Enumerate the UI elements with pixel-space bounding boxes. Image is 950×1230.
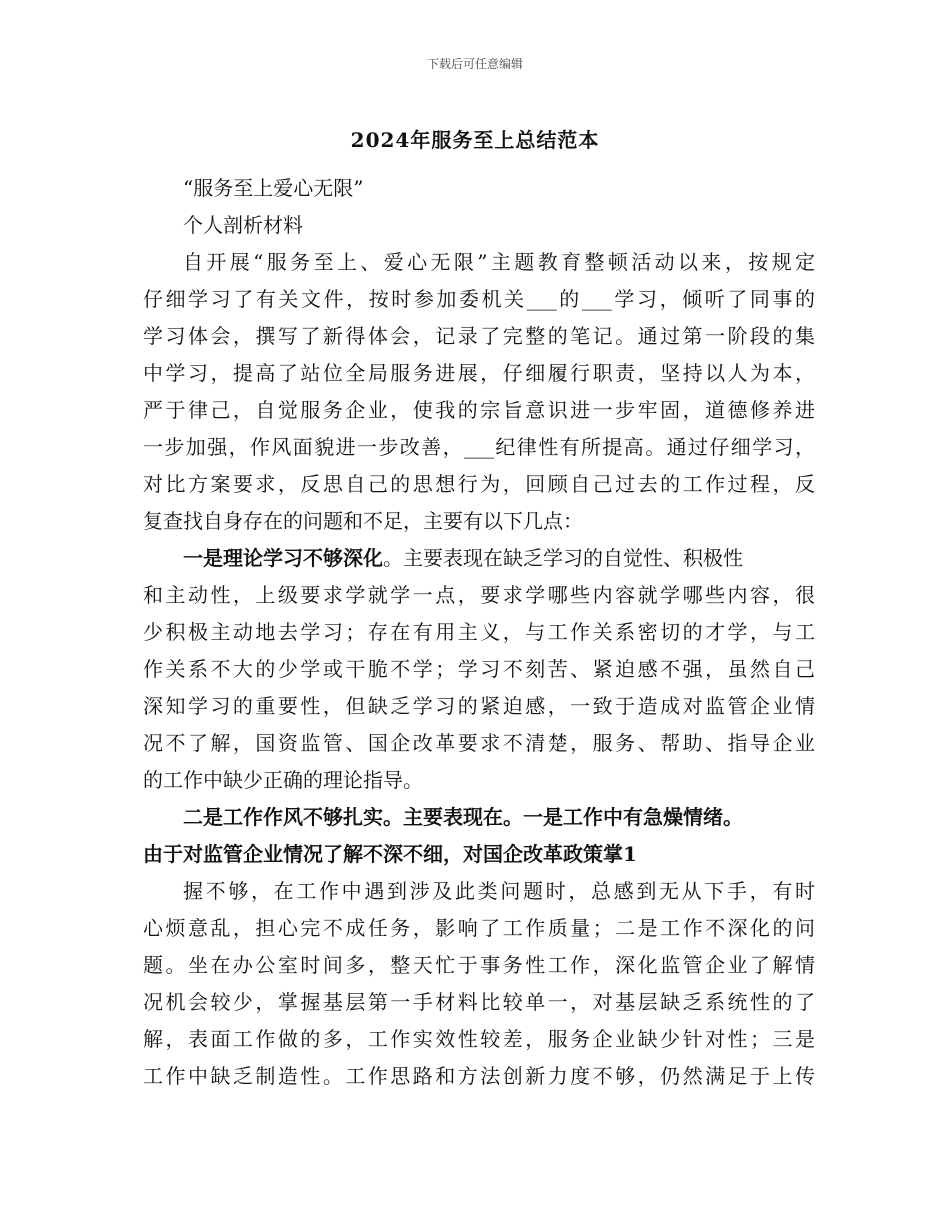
section-work-detail — [143, 873, 815, 1095]
text-line: 复查找自身存在的问题和不足，主要有以下几点： — [143, 509, 583, 533]
section-work-style — [143, 799, 815, 873]
document-title: 2024年服务至上总结范本 — [350, 128, 600, 152]
text-line: 解，表面工作做的多，工作实效性较差，服务企业缺少针对性；三是 — [143, 1027, 815, 1051]
section-theory-study — [143, 540, 815, 799]
bold-line: 二是工作作风不够扎实。主要表现在。一是工作中有急燥情绪。 — [183, 805, 743, 829]
text-line: 自开展“服务至上、爱心无限”主题教育整顿活动以来，按规定 — [183, 250, 815, 274]
document-body — [143, 170, 815, 1095]
section-heading: 一是理论学习不够深化 — [183, 546, 383, 570]
subtitle-material: 个人剖析材料 — [183, 213, 303, 237]
intro-paragraph — [143, 244, 815, 540]
text-line: 对比方案要求，反思自己的思想行为，回顾自己过去的工作过程，反 — [143, 472, 815, 496]
text-line: 学习体会，撰写了新得体会，记录了完整的笔记。通过第一阶段的集 — [143, 324, 815, 348]
text-line: 中学习，提高了站位全局服务进展，仔细履行职责，坚持以人为本， — [143, 361, 815, 385]
page-header: 下载后可任意编辑 — [426, 57, 523, 71]
text-line: 和主动性，上级要求学就学一点，要求学哪些内容就学哪些内容，很 — [143, 583, 815, 607]
text-line: 的工作中缺少正确的理论指导。 — [143, 768, 423, 792]
text-line: 题。坐在办公室时间多，整天忙于事务性工作，深化监管企业了解情 — [143, 953, 815, 977]
text-line: 握不够，在工作中遇到涉及此类问题时，总感到无从下手，有时 — [183, 879, 815, 903]
text-line: 一步加强，作风面貌进一步改善，___纪律性有所提高。通过仔细学习， — [143, 435, 815, 459]
section-first-line — [143, 540, 815, 577]
text-line: 作关系不大的少学或干脆不学；学习不刻苦、紧迫感不强，虽然自己 — [143, 657, 815, 681]
text-line: 心烦意乱，担心完不成任务，影响了工作质量；二是工作不深化的问 — [143, 916, 815, 940]
text-line: 严于律己，自觉服务企业，使我的宗旨意识进一步牢固，道德修养进 — [143, 398, 815, 422]
bold-line: 由于对监管企业情况了解不深不细，对国企改革政策掌1 — [143, 842, 637, 866]
text-line: 况不了解，国资监管、国企改革要求不清楚，服务、帮助、指导企业 — [143, 731, 815, 755]
section-text: 。主要表现在缺乏学习的自觉性、积极性 — [383, 546, 743, 570]
text-line: 仔细学习了有关文件，按时参加委机关___的___学习，倾听了同事的 — [143, 287, 815, 311]
text-line: 工作中缺乏制造性。工作思路和方法创新力度不够，仍然满足于上传 — [143, 1064, 815, 1088]
text-line: 少积极主动地去学习；存在有用主义，与工作关系密切的才学，与工 — [143, 620, 815, 644]
text-line: 深知学习的重要性，但缺乏学习的紧迫感，一致于造成对监管企业情 — [143, 694, 815, 718]
subtitle-slogan: “服务至上爱心无限” — [183, 176, 364, 200]
text-line: 况机会较少，掌握基层第一手材料比较单一，对基层缺乏系统性的了 — [143, 990, 815, 1014]
